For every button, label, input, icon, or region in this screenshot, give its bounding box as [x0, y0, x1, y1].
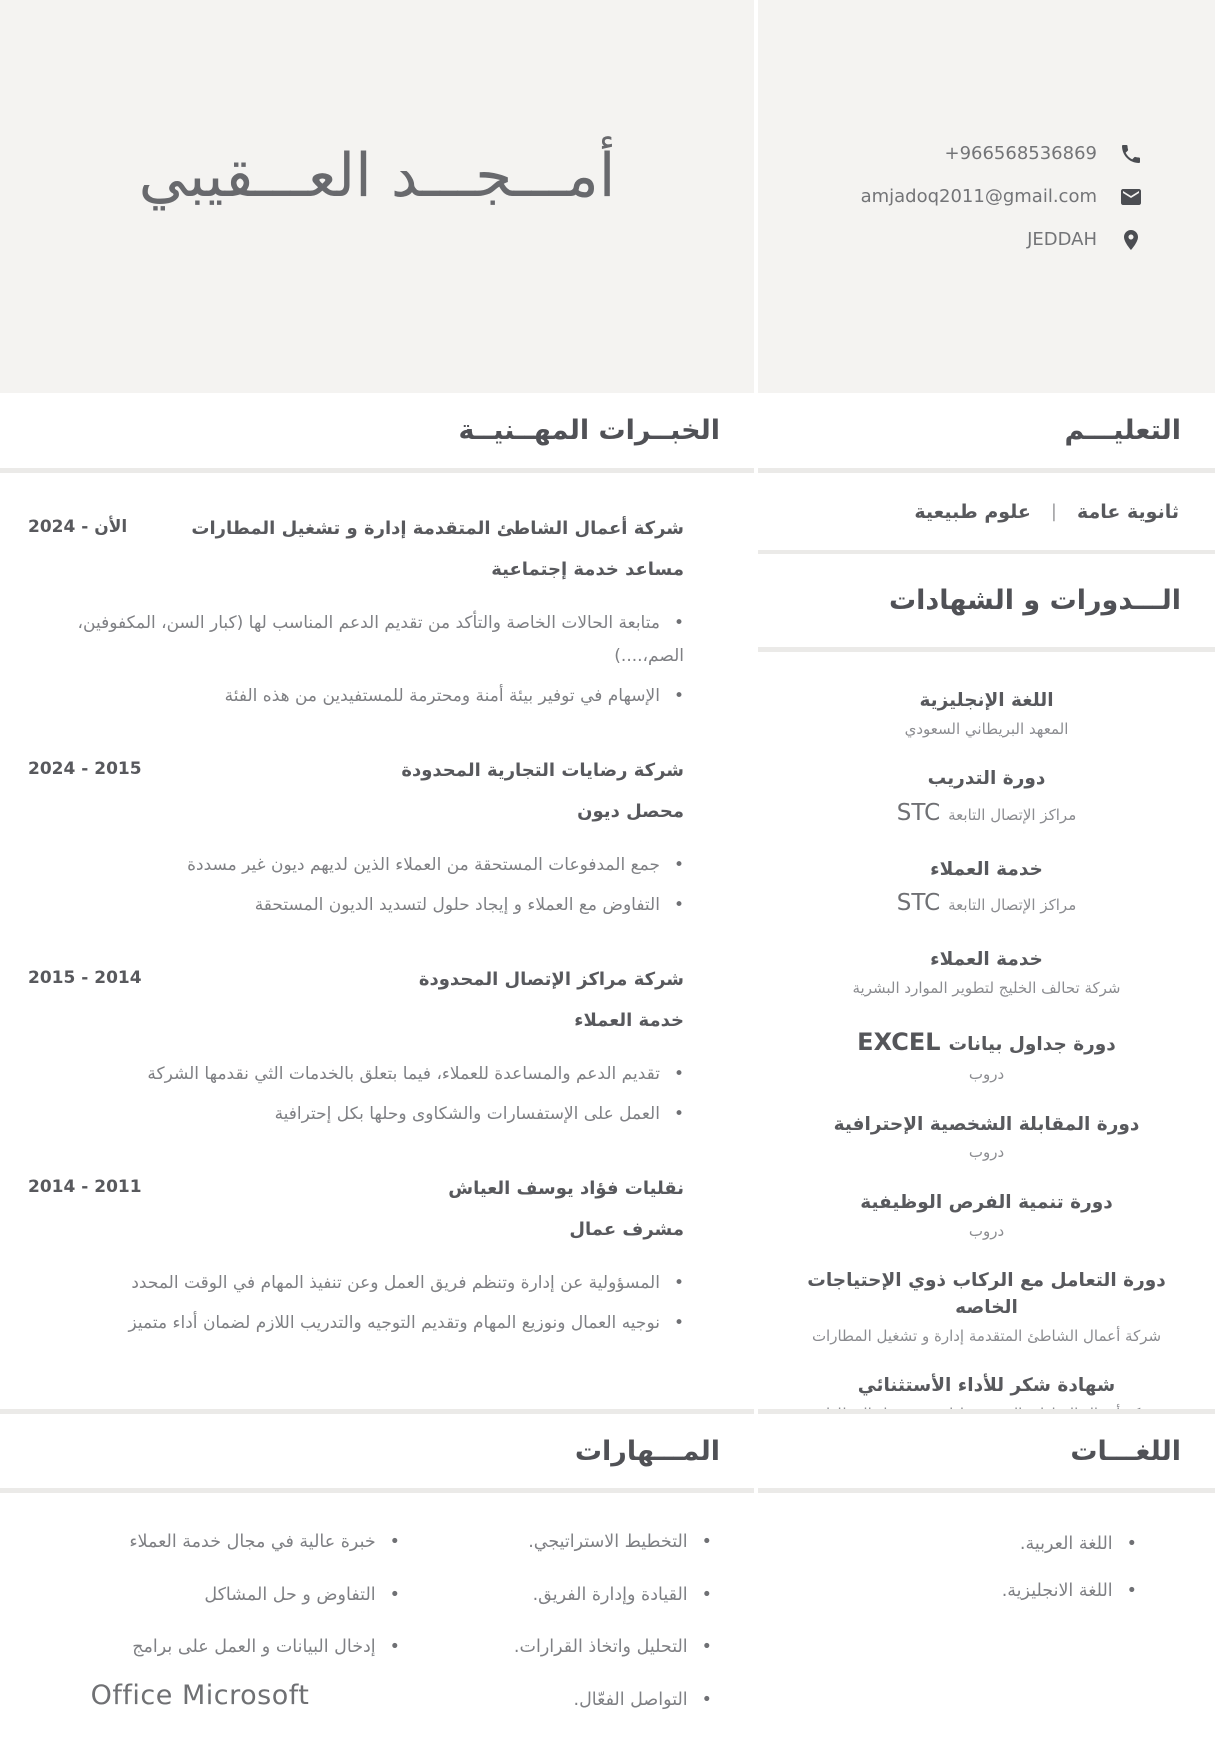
course-org: المعهد البريطاني السعودي	[904, 719, 1069, 738]
contact-email-row	[861, 185, 1143, 209]
job-bullet: • العمل على الإستفسارات والشكاوى وحلها بكل إحترافية	[28, 1098, 684, 1131]
city: JEDDAH	[1027, 229, 1097, 250]
column-divider	[754, 0, 758, 1755]
course-org: مراكز الإتصال التابعةSTC	[896, 890, 1077, 917]
education-separator: |	[1050, 501, 1057, 522]
job-bullet: • التفاوض مع العملاء و إيجاد حلول لتسديد الديون المستحقة	[28, 889, 684, 922]
education-content	[758, 473, 1215, 550]
company-name: شركة أعمال الشاطئ المتقدمة إدارة و تشغيل المطارات	[191, 518, 684, 539]
job-entry	[28, 1175, 684, 1340]
course-org: مراكز الإتصال التابعةSTC	[896, 800, 1077, 827]
course-entry	[778, 947, 1195, 999]
skills-group-right	[414, 1527, 754, 1755]
course-org: شركة أعمال الشاطئ المتقدمة إدارة و تشغيل المطارات	[811, 1326, 1162, 1345]
skill-item: • التواصل الفعّال.	[414, 1685, 712, 1717]
right-column	[758, 0, 1215, 1755]
skills-group-left	[0, 1527, 414, 1755]
course-org: دروب	[968, 1143, 1005, 1162]
languages-content	[758, 1493, 1215, 1755]
job-head	[28, 515, 684, 544]
course-name: اللغة الإنجليزية	[919, 690, 1054, 711]
contact-block	[758, 0, 1215, 393]
course-name: دورة المقابلة الشخصية الإحترافية	[833, 1113, 1140, 1135]
office-software-label: Office Microsoft	[90, 1679, 310, 1711]
job-dates: الأن - 2024	[28, 517, 128, 537]
course-name: دورة تنمية الفرص الوظيفية	[860, 1191, 1113, 1213]
job-bullets	[28, 849, 684, 922]
job-role: خدمة العملاء	[574, 1010, 684, 1032]
course-name: خدمة العملاء	[930, 858, 1043, 880]
course-entry	[778, 766, 1195, 830]
job-dates: 2014 - 2015	[28, 968, 142, 989]
experience-content	[0, 473, 754, 1409]
mail-icon	[1119, 185, 1143, 209]
language-item: • اللغة الانجليزية.	[778, 1576, 1137, 1608]
job-role: مشرف عمال	[569, 1219, 684, 1241]
course-entry	[778, 857, 1195, 921]
job-bullet: • تقديم الدعم والمساعدة للعملاء، فيما بتعلق بالخدمات الثي نقدمها الشركة	[28, 1058, 684, 1091]
job-head	[28, 966, 684, 995]
job-entry	[28, 757, 684, 922]
job-bullet: • جمع المدفوعات المستحقة من العملاء الذين لديهم ديون غير مسددة	[28, 849, 684, 882]
skill-item: • إدخال البيانات و العمل على برامج Office Microsoft	[0, 1632, 400, 1720]
course-org: دروب	[968, 1065, 1005, 1084]
course-org: دروب	[968, 1221, 1005, 1240]
job-bullet: • المسؤولية عن إدارة وتنظم فريق العمل وعن تنفيذ المهام في الوقت المحدد	[28, 1267, 684, 1300]
contact-location-row	[1027, 228, 1143, 252]
course-name: دورة التعامل مع الركاب ذوي الإحتياجات الخاصه	[807, 1270, 1166, 1318]
course-entry	[778, 1268, 1195, 1347]
courses-section-header	[758, 554, 1215, 647]
skills-title: المـــهارات	[574, 1435, 720, 1467]
course-name: شهادة شكر للأداء الأستثنائي	[857, 1375, 1116, 1397]
course-entry	[778, 1190, 1195, 1242]
job-bullets	[28, 607, 684, 713]
skill-item: • خبرة عالية في مجال خدمة العملاء	[0, 1527, 400, 1559]
education-field: علوم طبيعية	[914, 500, 1031, 523]
course-entry	[778, 1112, 1195, 1164]
languages-section-header	[758, 1414, 1215, 1488]
location-pin-icon	[1119, 228, 1143, 252]
phone-number: +966568536869	[944, 143, 1097, 164]
education-degree: ثانوية عامة	[1077, 500, 1179, 523]
email-address: amjadoq2011@gmail.com	[860, 186, 1097, 207]
skills-content	[0, 1493, 754, 1755]
job-bullets	[28, 1058, 684, 1131]
course-entry	[778, 1025, 1195, 1085]
education-section-header	[758, 393, 1215, 468]
languages-title: اللغـــات	[1070, 1435, 1181, 1467]
courses-content	[758, 652, 1215, 1409]
experience-section-header	[0, 393, 754, 468]
job-dates: 2015 - 2024	[28, 759, 142, 780]
phone-icon	[1119, 142, 1143, 166]
courses-title: الـــدورات و الشهادات	[888, 585, 1181, 616]
job-entry	[28, 966, 684, 1131]
job-dates: 2011 - 2014	[28, 1177, 142, 1198]
job-entry	[28, 515, 684, 713]
contact-phone-row	[944, 142, 1143, 166]
language-item: • اللغة العربية.	[778, 1529, 1137, 1561]
person-name: أمـــجـــد العـــقيبي	[138, 140, 616, 211]
course-name: دورة التدريب	[927, 768, 1046, 790]
job-role: محصل ديون	[577, 801, 684, 823]
skill-item: • التخطيط الاستراتيجي.	[414, 1527, 712, 1559]
job-bullets	[28, 1267, 684, 1340]
job-role: مساعد خدمة إجتماعية	[491, 558, 684, 580]
skill-item: • التفاوض و حل المشاكل	[0, 1580, 400, 1612]
course-name: خدمة العملاء	[930, 948, 1043, 970]
experience-title: الخبــرات المهــنيــة	[458, 415, 720, 446]
company-name: نقليات فؤاد يوسف العياش	[448, 1178, 684, 1200]
course-entry	[778, 688, 1195, 740]
course-name: دورة جداول بياناتEXCEL	[857, 1028, 1116, 1057]
name-block	[0, 0, 754, 393]
skills-section-header	[0, 1414, 754, 1488]
job-head	[28, 757, 684, 786]
company-name: شركة مراكز الإتصال المحدودة	[418, 969, 684, 991]
job-bullet: • الإسهام في توفير بيئة أمنة ومحترمة للمستفيدين من هذه الفئة	[28, 680, 684, 713]
job-bullet: • متابعة الحالات الخاصة والتأكد من تقديم الدعم المناسب لها (كبار السن، المكفوفين، الصم،....)	[28, 607, 684, 673]
job-head	[28, 1175, 684, 1204]
skill-item: • القيادة وإدارة الفريق.	[414, 1580, 712, 1612]
education-title: التعليـــم	[1064, 415, 1181, 446]
skill-item: • التحليل واتخاذ القرارات.	[414, 1632, 712, 1664]
job-bullet: • نوجيه العمال ونوزيع المهام وتقديم التوجيه والتدريب اللازم لضمان أداء متميز	[28, 1307, 684, 1340]
company-name: شركة رضايات التجارية المحدودة	[401, 760, 684, 782]
course-org: شركة تحالف الخليج لتطوير الموارد البشرية	[852, 978, 1121, 997]
